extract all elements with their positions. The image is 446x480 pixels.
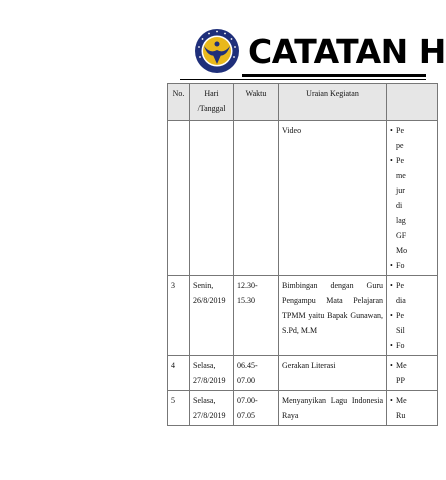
row-time: 06.45-07.00 — [234, 356, 279, 391]
table-row — [168, 356, 438, 391]
row-time — [234, 121, 279, 276]
result-note-line: lag — [396, 216, 406, 225]
result-note-line: me — [396, 171, 406, 180]
result-note-line: GF — [396, 231, 407, 240]
result-note-line: • Pe — [390, 278, 434, 293]
row-result-notes — [387, 356, 438, 391]
row-day: Selasa, 27/8/2019 — [190, 391, 234, 426]
row-day: Senin, 26/8/2019 — [190, 276, 234, 356]
row-description: Menyanyikan Lagu Indonesia Raya — [279, 391, 387, 426]
result-note-line: • Pe — [390, 308, 434, 323]
result-note-line: jur — [396, 186, 405, 195]
row-result-notes — [387, 276, 438, 356]
row-number: 4 — [168, 356, 190, 391]
row-description: Video — [279, 121, 387, 276]
row-result-notes — [387, 121, 438, 276]
result-note-line: Ru — [396, 411, 406, 420]
result-notes-list — [390, 278, 434, 353]
result-note-line: • Pe — [390, 153, 434, 168]
row-number: 3 — [168, 276, 190, 356]
row-number — [168, 121, 190, 276]
result-note-line: Mo — [396, 246, 408, 255]
table-row — [168, 121, 438, 276]
result-note-line: • Fo — [390, 258, 434, 273]
result-note-line: Sil — [396, 326, 405, 335]
col-header-no: No. — [168, 84, 190, 121]
col-header-day: Hari /Tanggal — [190, 84, 234, 121]
row-time: 12.30-15.30 — [234, 276, 279, 356]
row-result-notes — [387, 391, 438, 426]
result-note-line: • Pe — [390, 123, 434, 138]
row-day: Selasa, 27/8/2019 — [190, 356, 234, 391]
activity-log-table — [167, 83, 438, 426]
col-header-desc: Uraian Kegiatan — [279, 84, 387, 121]
result-note-line: • Me — [390, 358, 434, 373]
row-description: Bimbingan dengan Guru Pengampu Mata Pelajaran TPMM yaitu Bapak Gunawan, S.Pd, M.M — [279, 276, 387, 356]
university-logo — [194, 28, 240, 74]
title-rule-thin — [180, 79, 426, 80]
result-note-line: PP — [396, 376, 405, 385]
table-header-row — [168, 84, 438, 121]
result-notes-list — [390, 123, 434, 273]
result-notes-list — [390, 393, 434, 423]
row-day — [190, 121, 234, 276]
col-header-time: Waktu — [234, 84, 279, 121]
table-row — [168, 391, 438, 426]
table-row — [168, 276, 438, 356]
row-description: Gerakan Literasi — [279, 356, 387, 391]
result-note-line: • Fo — [390, 338, 434, 353]
result-note-line: dia — [396, 296, 406, 305]
col-header-result — [387, 84, 438, 121]
document-title: CATATAN H — [248, 32, 446, 71]
result-notes-list — [390, 358, 434, 388]
row-number: 5 — [168, 391, 190, 426]
result-note-line: pe — [396, 141, 404, 150]
title-rule-thick — [242, 74, 426, 77]
row-time: 07.00-07.05 — [234, 391, 279, 426]
result-note-line: di — [396, 201, 403, 210]
result-note-line: • Me — [390, 393, 434, 408]
